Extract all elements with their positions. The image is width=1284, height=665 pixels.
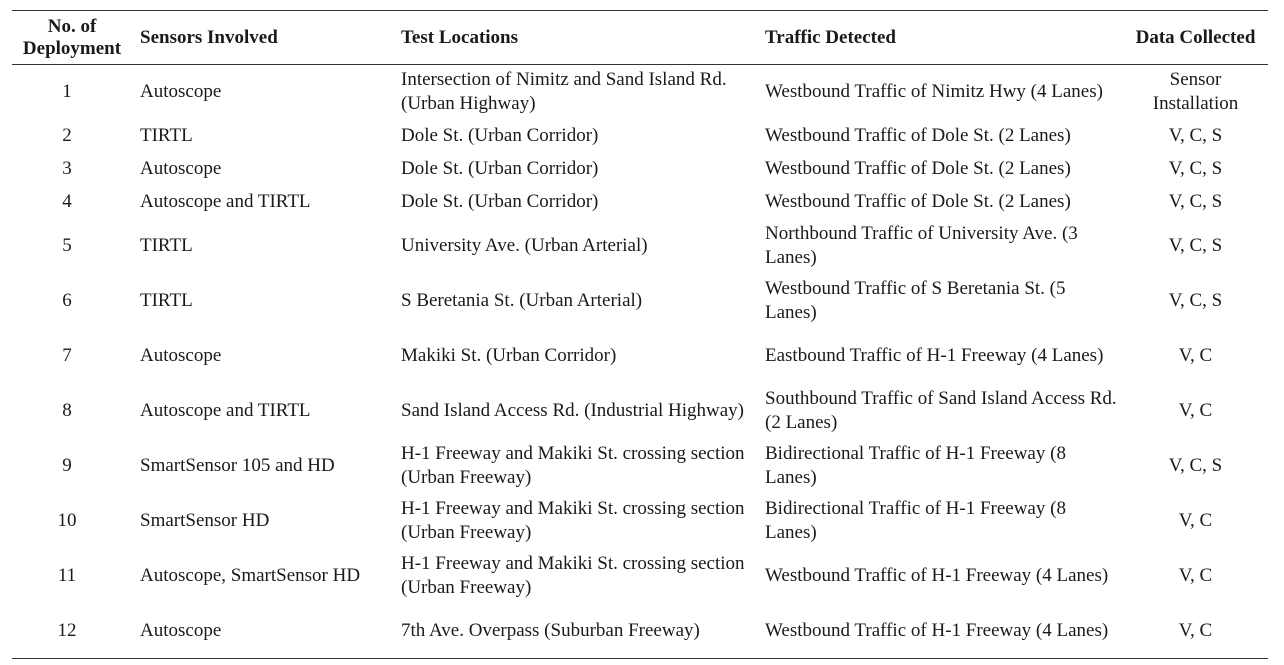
table-row bbox=[12, 494, 1268, 549]
cell-sensors: TIRTL bbox=[140, 290, 193, 311]
cell-location: S Beretania St. (Urban Arterial) bbox=[401, 290, 643, 311]
cell-location: Dole St. (Urban Corridor) bbox=[401, 125, 599, 146]
cell-traffic: Westbound Traffic of Dole St. (2 Lanes) bbox=[765, 125, 1071, 146]
cell-sensors: TIRTL bbox=[140, 235, 193, 256]
cell-data: V, C, S bbox=[1168, 158, 1223, 179]
header-data-collected: Data Collected bbox=[1123, 11, 1268, 65]
cell-location: University Ave. (Urban Arterial) bbox=[401, 235, 648, 256]
cell-sensors: Autoscope and TIRTL bbox=[140, 191, 311, 212]
cell-traffic: Westbound Traffic of Dole St. (2 Lanes) bbox=[765, 158, 1071, 179]
cell-deployment-no: 2 bbox=[62, 125, 72, 146]
cell-traffic: Westbound Traffic of Nimitz Hwy (4 Lanes) bbox=[765, 81, 1103, 103]
cell-sensors: Autoscope bbox=[140, 345, 222, 366]
cell-data: V, C, S bbox=[1168, 125, 1223, 146]
table-row bbox=[12, 439, 1268, 494]
cell-traffic: Westbound Traffic of H-1 Freeway (4 Lanes) bbox=[765, 565, 1109, 586]
cell-location: Dole St. (Urban Corridor) bbox=[401, 191, 599, 212]
deployment-table bbox=[12, 10, 1268, 659]
cell-deployment-no: 10 bbox=[57, 510, 77, 531]
cell-sensors: Autoscope, SmartSensor HD bbox=[140, 565, 361, 586]
cell-data: V, C bbox=[1123, 604, 1268, 659]
cell-location: H-1 Freeway and Makiki St. crossing section (Urban Freeway) bbox=[401, 553, 745, 598]
cell-location: 7th Ave. Overpass (Suburban Freeway) bbox=[391, 604, 757, 659]
cell-sensors: TIRTL bbox=[140, 125, 193, 146]
cell-data: V, C bbox=[1178, 345, 1213, 366]
header-traffic-detected: Traffic Detected bbox=[757, 11, 1123, 65]
cell-deployment-no: 8 bbox=[62, 400, 72, 421]
table-body bbox=[12, 65, 1268, 659]
cell-traffic: Bidirectional Traffic of H-1 Freeway (8 Lanes) bbox=[765, 443, 1066, 488]
cell-data: V, C bbox=[1178, 400, 1213, 421]
cell-deployment-no: 1 bbox=[62, 81, 72, 103]
table-row bbox=[12, 186, 1268, 219]
cell-data: V, C, S bbox=[1168, 235, 1223, 256]
cell-deployment-no: 6 bbox=[62, 290, 72, 311]
cell-traffic: Westbound Traffic of Dole St. (2 Lanes) bbox=[765, 191, 1071, 212]
cell-data: V, C, S bbox=[1168, 455, 1223, 476]
cell-traffic: Westbound Traffic of S Beretania St. (5 Lanes) bbox=[765, 278, 1066, 323]
cell-location: Intersection of Nimitz and Sand Island Rd. (Urban Highway) bbox=[401, 69, 727, 115]
table-row bbox=[12, 329, 1268, 384]
cell-deployment-no: 4 bbox=[62, 191, 72, 212]
table-header bbox=[12, 11, 1268, 65]
table-row bbox=[12, 65, 1268, 120]
cell-location: H-1 Freeway and Makiki St. crossing section (Urban Freeway) bbox=[401, 443, 745, 488]
cell-data: V, C bbox=[1178, 565, 1213, 586]
cell-traffic: Westbound Traffic of H-1 Freeway (4 Lanes) bbox=[757, 604, 1123, 659]
cell-data: Sensor Installation bbox=[1152, 69, 1239, 115]
cell-location: Dole St. (Urban Corridor) bbox=[401, 158, 599, 179]
cell-deployment-no: 12 bbox=[12, 604, 132, 659]
cell-traffic: Bidirectional Traffic of H-1 Freeway (8 Lanes) bbox=[765, 498, 1066, 543]
cell-deployment-no: 7 bbox=[62, 345, 72, 366]
header-sensors-involved: Sensors Involved bbox=[132, 11, 391, 65]
cell-traffic: Northbound Traffic of University Ave. (3 Lanes) bbox=[765, 223, 1078, 268]
table-row bbox=[12, 604, 1268, 659]
header-no-of-deployment: No. of Deployment bbox=[12, 11, 132, 65]
header-test-locations: Test Locations bbox=[391, 11, 757, 65]
table-row bbox=[12, 384, 1268, 439]
cell-deployment-no: 3 bbox=[62, 158, 72, 179]
cell-deployment-no: 9 bbox=[62, 455, 72, 476]
cell-deployment-no: 5 bbox=[62, 235, 72, 256]
cell-sensors: Autoscope and TIRTL bbox=[140, 400, 311, 421]
deployment-table-container bbox=[12, 10, 1268, 659]
cell-sensors: Autoscope bbox=[132, 604, 391, 659]
cell-location: Makiki St. (Urban Corridor) bbox=[401, 345, 617, 366]
cell-sensors: Autoscope bbox=[140, 81, 222, 103]
cell-data: V, C, S bbox=[1168, 290, 1223, 311]
cell-traffic: Eastbound Traffic of H-1 Freeway (4 Lanes) bbox=[765, 345, 1104, 366]
cell-sensors: SmartSensor 105 and HD bbox=[140, 455, 335, 476]
cell-sensors: Autoscope bbox=[140, 158, 222, 179]
cell-sensors: SmartSensor HD bbox=[140, 510, 270, 531]
table-row bbox=[12, 219, 1268, 274]
table-row bbox=[12, 120, 1268, 153]
cell-data: V, C, S bbox=[1168, 191, 1223, 212]
cell-location: Sand Island Access Rd. (Industrial Highway) bbox=[401, 400, 744, 421]
cell-traffic: Southbound Traffic of Sand Island Access Rd. (2 Lanes) bbox=[765, 388, 1117, 433]
cell-data: V, C bbox=[1178, 510, 1213, 531]
header-row bbox=[12, 11, 1268, 65]
table-row bbox=[12, 274, 1268, 329]
table-row bbox=[12, 153, 1268, 186]
cell-location: H-1 Freeway and Makiki St. crossing section (Urban Freeway) bbox=[401, 498, 745, 543]
cell-deployment-no: 11 bbox=[57, 565, 77, 586]
table-row bbox=[12, 549, 1268, 604]
